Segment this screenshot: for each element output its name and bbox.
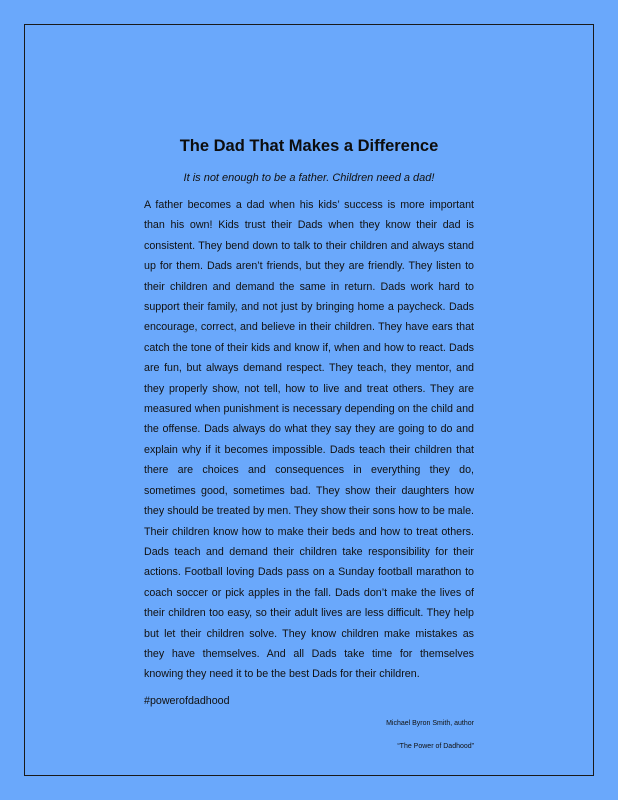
hashtag: #powerofdadhood bbox=[144, 694, 230, 707]
document-content bbox=[144, 134, 474, 752]
book-title: “The Power of Dadhood” bbox=[397, 742, 474, 750]
document-subtitle: It is not enough to be a father. Children need a dad! bbox=[183, 172, 435, 184]
author-credit: Michael Byron Smith, author bbox=[386, 719, 474, 727]
body-paragraph: A father becomes a dad when his kids’ success is more important than his own! Kids trust their Dads when they know their dad is consistent. They bend down to talk to their children and always stand up for them. Dads aren’t friends, but they are friendly. They listen to their children and demand the same in return. Dads work hard to support their family, and not just by bringing home a paycheck. Dads encourage, correct, and believe in their children. They have ears that catch the tone of their kids and know if, when and how to react. Dads are fun, but always demand respect. They teach, they mentor, and they properly show, not tell, how to live and treat others. They are measured when punishment is necessary depending on the child and the offense. Dads always do what they say they are going to do and explain why if it becomes impossible. Dads teach their children that there are choices and consequences in everything they do, sometimes good, sometimes bad. They show their daughters how they should be treated by men. They show their sons how to be male. Their children know how to make their beds and how to treat others. Dads teach and demand their children take responsibility for their actions. Football loving Dads pass on a Sunday football marathon to coach soccer or pick apples in the fall. Dads don’t make the lives of their children too easy, so their adult lives are less difficult. They help but let their children solve. They know children make mistakes as they have themselves. And all Dads take time for themselves knowing they need it to be the best Dads for their children. bbox=[144, 199, 474, 681]
document-title: The Dad That Makes a Difference bbox=[179, 137, 439, 155]
